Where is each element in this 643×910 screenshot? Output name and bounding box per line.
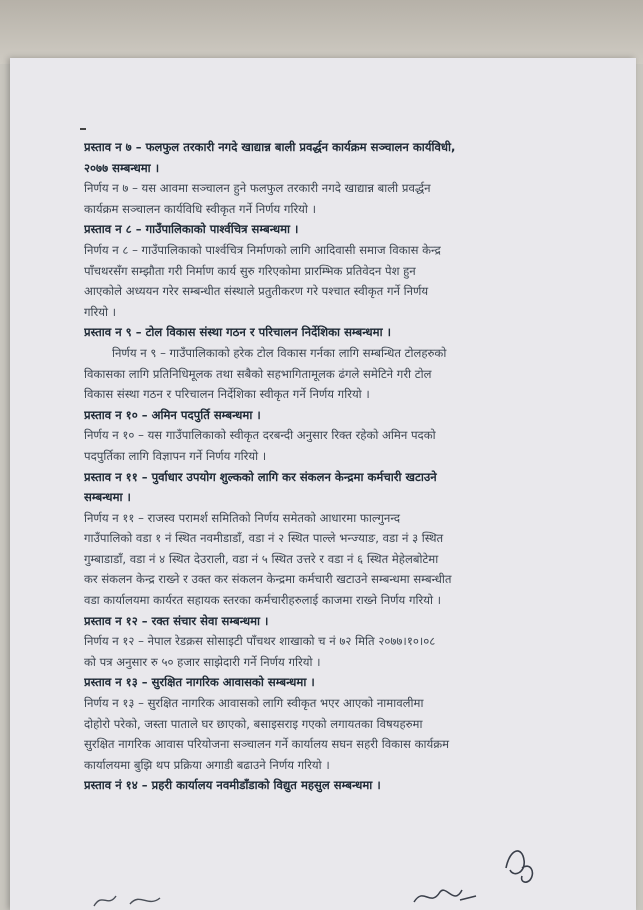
signature-scribble-left <box>90 888 210 910</box>
proposal-heading-line: प्रस्ताव न १० – अमिन पदपुर्ति सम्बन्धमा । <box>84 407 261 422</box>
proposal-heading-line: प्रस्ताव न ७ – फलफुल तरकारी नगदे खाद्यान्न बाली प्रवर्द्धन कार्यक्रम सञ्चालन कार्यविधी, <box>84 140 456 154</box>
decision-text-line: दोहोरो परेको, जस्ता पाताले घर छाएको, बसाइसराइ गएको लगायतका विषयहरुमा <box>84 716 423 731</box>
decision-text-line: सुरक्षित नागरिक आवास परियोजना सञ्चालन गर्ने कार्यालय सघन सहरी विकास कार्यक्रम <box>84 737 450 752</box>
signature-scribble <box>500 838 540 888</box>
decision-text-line: पाँचथरसँग सम्झौता गरी निर्माण कार्य सुरु गरिएकोमा प्रारम्भिक प्रतिवेदन पेश हुन <box>84 263 416 278</box>
decision-text-line: निर्णय न ११ – राजस्व परामर्श समितिको निर्णय समेतको आधारमा फाल्गुनन्द <box>84 510 401 525</box>
decision-text-line: गुम्बाडाडाँ, वडा नं ४ स्थित देउराली, वडा नं ५ स्थित उत्तरे र वडा नं ६ स्थित मेहेलबोटेमा <box>84 551 439 566</box>
proposal-heading-line: प्रस्ताव न ११ – पुर्वाधार उपयोग शुल्कको लागि कर संकलन केन्द्रमा कर्मचारी खटाउने <box>84 469 437 484</box>
proposal-heading-line: प्रस्ताव न ८ – गाउँपालिकाको पार्श्वचित्र सम्बन्धमा । <box>84 222 299 237</box>
decision-text-line: कार्यक्रम सञ्चालन कार्यविधि स्वीकृत गर्ने निर्णय गरियो । <box>84 201 316 216</box>
proposal-heading-line: २०७७ सम्बन्धमा । <box>84 160 160 175</box>
decision-text-line: निर्णय न ९ – गाउँपालिकाको हरेक टोल विकास गर्नका लागि सम्बन्धित टोलहरुको <box>112 345 447 360</box>
decision-text-line: आएकोले अध्ययन गरेर सम्बन्धीत संस्थाले प्रतुतीकरण गरे पश्चात स्वीकृत गर्ने निर्णय <box>84 284 429 299</box>
decision-text-line: निर्णय न १२ – नेपाल रेडक्रस सोसाइटी पाँचथर शाखाको च नं ७२ मिति २०७७।१०।०८ <box>84 634 436 649</box>
proposal-heading-line: प्रस्ताव न १२ – रक्त संचार सेवा सम्बन्धमा । <box>84 613 269 628</box>
decision-text-line: कर संकलन केन्द्र राख्ने र उक्त कर संकलन केन्द्रमा कर्मचारी खटाउने सम्बन्धमा सम्बन्धीत <box>84 572 452 587</box>
signature-scribble-bottom <box>410 882 480 910</box>
decision-text-line: निर्णय न १० – यस गाउँपालिकाको स्वीकृत दरबन्दी अनुसार रिक्त रहेको अमिन पदको <box>84 428 436 443</box>
decision-text-line: गाउँपालिको वडा १ नं स्थित नवमीडाडाँ, वडा नं २ स्थित पाल्ले भन्ज्याङ, वडा नं ३ स्थित <box>84 531 444 546</box>
proposal-heading-line: सम्बन्धमा । <box>84 490 131 505</box>
decision-text-line: विकास संस्था गठन र परिचालन निर्देशिका स्वीकृत गर्ने निर्णय गरियो । <box>84 387 370 402</box>
proposal-heading-line: प्रस्ताव न १३ – सुरक्षित नागरिक आवासको सम्बन्धमा । <box>84 675 315 690</box>
decision-text-line: विकासका लागि प्रतिनिधिमूलक तथा सबैको सहभागितामूलक ढंगले समेटिने गरी टोल <box>84 366 432 381</box>
decision-text-line: निर्णय न ७ – यस आवमा सञ्चालन हुने फलफुल तरकारी नगदे खाद्यान्न बाली प्रवर्द्धन <box>84 181 431 196</box>
scanner-background <box>0 0 643 64</box>
proposal-heading-line: प्रस्ताव नं १४ – प्रहरी कार्यालय नवमीडाँडाको विद्युत महसुल सम्बन्धमा । <box>84 778 381 793</box>
decision-text-line: निर्णय न ८ – गाउँपालिकाको पार्श्वचित्र निर्माणको लागि आदिवासी समाज विकास केन्द्र <box>84 242 441 257</box>
decision-text-line: वडा कार्यालयमा कार्यरत सहायक स्तरका कर्मचारीहरुलाई काजमा राख्ने निर्णय गरियो । <box>84 593 442 608</box>
decision-text-line: को पत्र अनुसार रु ५० हजार साझेदारी गर्ने निर्णय गरियो । <box>84 654 321 669</box>
minutes-text-block <box>84 137 584 796</box>
margin-mark <box>80 128 86 130</box>
proposal-heading-line: प्रस्ताव न ९ – टोल विकास संस्था गठन र परिचालन निर्देशिका सम्बन्धमा । <box>84 325 392 340</box>
decision-text-line: निर्णय न १३ – सुरक्षित नागरिक आवासको लागि स्वीकृत भएर आएको नामावलीमा <box>84 696 424 711</box>
decision-text-line: कार्यालयमा बुझि थप प्रक्रिया अगाडी बढाउने निर्णय गरियो । <box>84 757 330 772</box>
decision-text-line: पदपुर्तिका लागि विज्ञापन गर्ने निर्णय गरियो । <box>84 448 267 463</box>
decision-text-line: गरियो । <box>84 304 117 319</box>
